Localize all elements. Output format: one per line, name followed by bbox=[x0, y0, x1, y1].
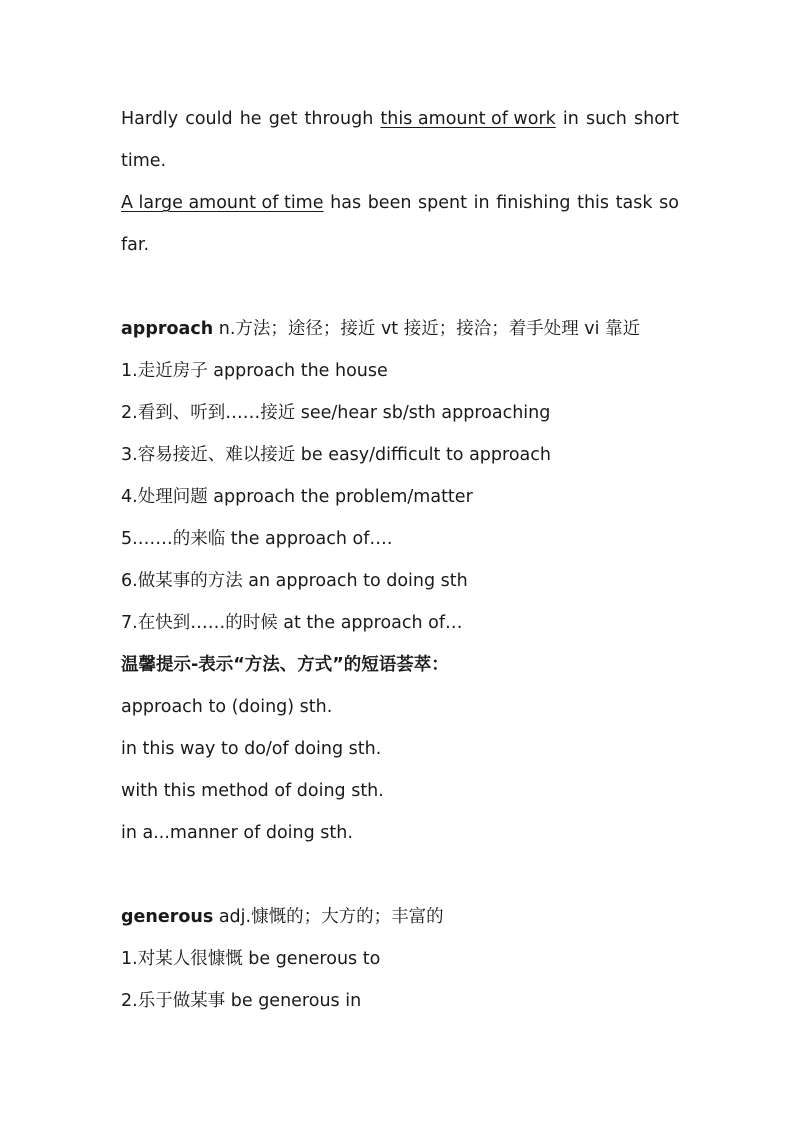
word: in bbox=[562, 109, 579, 129]
word: get bbox=[268, 109, 298, 129]
intro-line-4: far. bbox=[121, 235, 150, 255]
generous-headword: generous bbox=[121, 907, 214, 927]
underlined-phrase: A large amount of time bbox=[121, 193, 324, 213]
word: has bbox=[330, 193, 362, 213]
approach-definition: n.方法；途径；接近 vt 接近；接洽；着手处理 vi 靠近 bbox=[213, 319, 641, 339]
generous-definition: adj.慷慨的；大方的；丰富的 bbox=[213, 907, 444, 927]
word: Hardly bbox=[121, 109, 179, 129]
intro-line-3 bbox=[121, 191, 679, 215]
approach-item: 1.走近房子 approach the house bbox=[121, 361, 388, 381]
approach-item: 2.看到、听到……接近 see/hear sb/sth approaching bbox=[121, 403, 551, 423]
approach-item: 3.容易接近、难以接近 be easy/difficult to approach bbox=[121, 445, 551, 465]
approach-item: 6.做某事的方法 an approach to doing sth bbox=[121, 571, 468, 591]
underlined-phrase: this amount of work bbox=[380, 109, 556, 129]
word: such bbox=[585, 109, 627, 129]
word: so bbox=[659, 193, 679, 213]
approach-item: 7.在快到……的时候 at the approach of… bbox=[121, 613, 463, 633]
word: he bbox=[239, 109, 262, 129]
phrase-item: in this way to do/of doing sth. bbox=[121, 739, 382, 759]
generous-heading bbox=[121, 905, 681, 929]
generous-item: 1.对某人很慷慨 be generous to bbox=[121, 949, 381, 969]
word: this bbox=[577, 193, 610, 213]
word: task bbox=[615, 193, 653, 213]
word: finishing bbox=[496, 193, 571, 213]
word: short bbox=[634, 109, 679, 129]
intro-line-2: time. bbox=[121, 151, 167, 171]
word: been bbox=[367, 193, 412, 213]
word: could bbox=[185, 109, 233, 129]
intro-line-1 bbox=[121, 107, 679, 131]
approach-item: 5.……的来临 the approach of…. bbox=[121, 529, 393, 549]
approach-heading bbox=[121, 317, 681, 341]
generous-item: 2.乐于做某事 be generous in bbox=[121, 991, 362, 1011]
word: through bbox=[304, 109, 374, 129]
approach-headword: approach bbox=[121, 319, 214, 339]
word: in bbox=[473, 193, 490, 213]
approach-item: 4.处理问题 approach the problem/matter bbox=[121, 487, 473, 507]
word: spent bbox=[418, 193, 467, 213]
phrase-item: in a...manner of doing sth. bbox=[121, 823, 353, 843]
tip-title: 温馨提示-表示“方法、方式”的短语荟萃： bbox=[121, 655, 449, 675]
phrase-item: with this method of doing sth. bbox=[121, 781, 384, 801]
phrase-item: approach to (doing) sth. bbox=[121, 697, 333, 717]
